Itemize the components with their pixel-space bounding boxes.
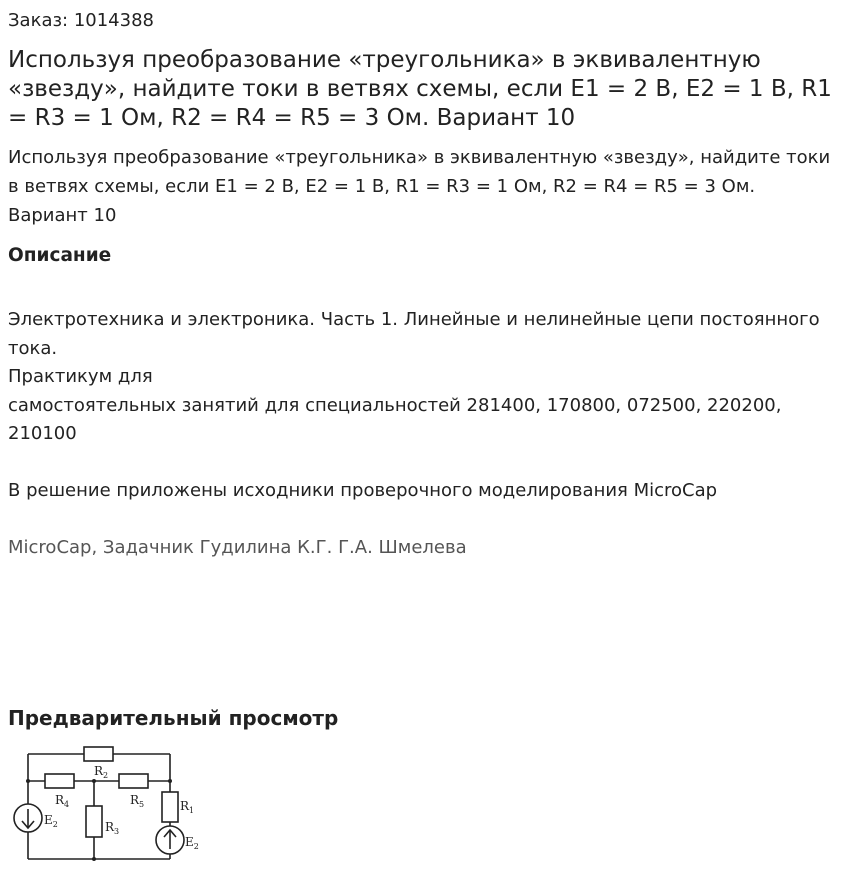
preview-heading: Предварительный просмотр <box>8 706 339 730</box>
r5-label: $R_5$ <box>130 793 145 809</box>
task-statement: Используя преобразование «треугольника» в эквивалентную «звезду», найдите токи в ветвях схемы, если Е1 = 2 В, Е2 = 1 В, R1 = R3 = 1 Ом, R2 = R4 = R5 = 3 Ом. Вариант 10 <box>8 147 831 226</box>
circuit-preview-image <box>8 742 208 866</box>
description-line: самостоятельных занятий для специальностей 281400, 170800, 072500, 220200, 210100 <box>8 394 782 444</box>
page-title: Используя преобразование «треугольника» в эквивалентную «звезду», найдите токи в ветвях схемы, если Е1 = 2 В, Е2 = 1 В, R1 = R3 = 1 Ом, R2 = R4 = R5 = 3 Ом. Вариант 10 <box>8 47 832 131</box>
description-line: Электротехника и электроника. Часть 1. Линейные и нелинейные цепи постоянного тока. <box>8 309 820 359</box>
e2-source-left-label: $E_2$ <box>44 813 58 829</box>
description-body <box>8 306 838 506</box>
description-line: В решение приложены исходники проверочного моделирования MicroCap <box>8 480 718 501</box>
r2-label: $R_2$ <box>94 764 109 780</box>
e2-source-right-label: $E_2$ <box>185 835 199 851</box>
r1-label: $R_1$ <box>180 799 195 815</box>
description-line: Практикум для <box>8 366 153 387</box>
r3-label: $R_3$ <box>105 820 120 836</box>
tags-line: MicroCap, Задачник Гудилина К.Г. Г.А. Шмелева <box>8 537 467 558</box>
description-heading: Описание <box>8 245 112 266</box>
order-number: Заказ: 1014388 <box>8 10 154 31</box>
paragraph-gap <box>8 449 838 478</box>
r4-label: $R_4$ <box>55 793 70 809</box>
